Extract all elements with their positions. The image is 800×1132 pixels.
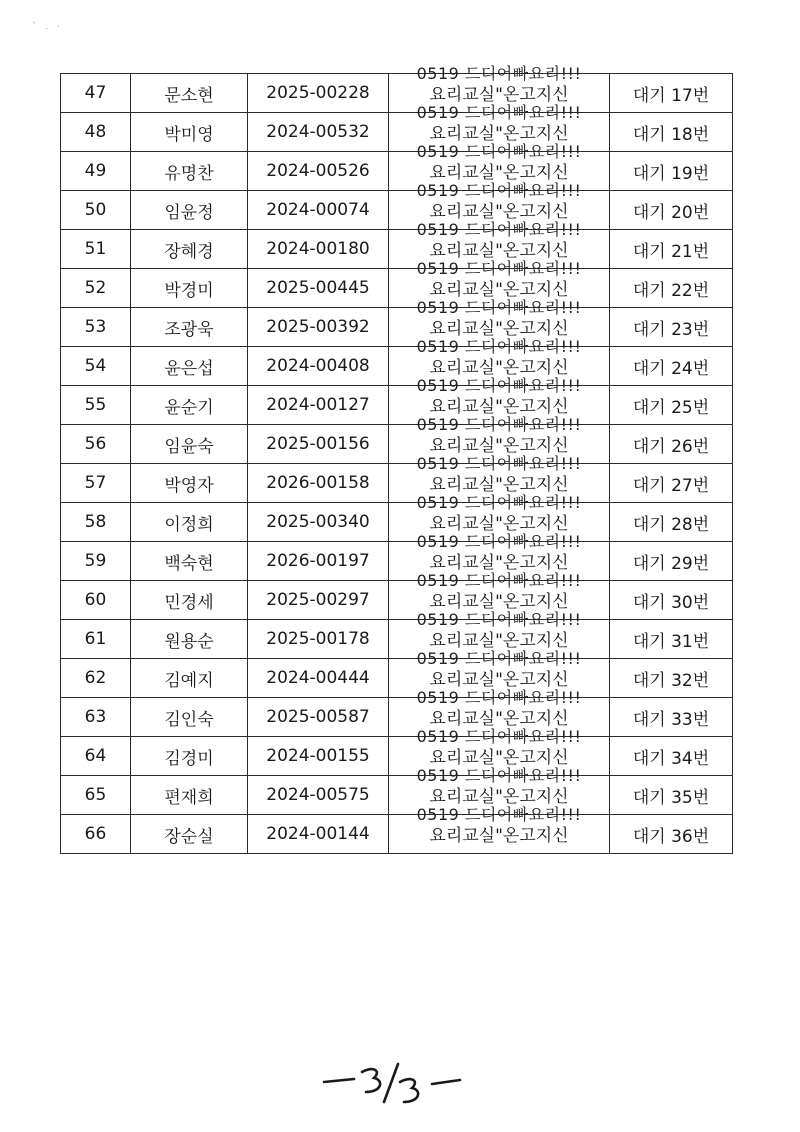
waitlist-status-cell: 대기 20번 [610,191,733,230]
course-code-line: 0519 드디어빠요리!!! [416,376,582,395]
waitlist-status-cell: 대기 26번 [610,425,733,464]
registration-id-cell: 2024-00526 [248,152,389,191]
applicant-name-cell: 윤은섭 [131,347,248,386]
waitlist-status-cell: 대기 31번 [610,620,733,659]
row-number-cell: 49 [61,152,131,191]
registration-id-cell: 2025-00178 [248,620,389,659]
course-code-line: 0519 드디어빠요리!!! [416,532,582,551]
course-title-line: 요리교실"온고지신 [429,826,569,846]
row-number-cell: 57 [61,464,131,503]
registration-id-cell: 2025-00156 [248,425,389,464]
course-title-line: 요리교실"온고지신 [429,475,569,495]
waitlist-status-cell: 대기 25번 [610,386,733,425]
course-title-line: 요리교실"온고지신 [429,124,569,144]
registration-id-cell: 2025-00297 [248,581,389,620]
applicant-name-cell: 백숙현 [131,542,248,581]
registration-id-cell: 2025-00228 [248,74,389,113]
waitlist-status-cell: 대기 23번 [610,308,733,347]
registration-id-cell: 2025-00445 [248,269,389,308]
course-code-line: 0519 드디어빠요리!!! [416,766,582,785]
applicant-name-cell: 윤순기 [131,386,248,425]
course-title-line: 요리교실"온고지신 [429,709,569,729]
waitlist-status-cell: 대기 30번 [610,581,733,620]
course-code-line: 0519 드디어빠요리!!! [416,103,582,122]
row-number-cell: 65 [61,776,131,815]
registration-id-cell: 2024-00155 [248,737,389,776]
registration-id-cell: 2024-00575 [248,776,389,815]
applicant-name-cell: 원용순 [131,620,248,659]
course-cell [389,805,610,854]
registration-id-cell: 2024-00532 [248,113,389,152]
registration-id-cell: 2024-00127 [248,386,389,425]
waitlist-status-cell: 대기 35번 [610,776,733,815]
row-number-cell: 51 [61,230,131,269]
course-title-line: 요리교실"온고지신 [429,319,569,339]
course-title-line: 요리교실"온고지신 [429,592,569,612]
course-text-wrap [389,805,609,853]
applicant-name-cell: 이정희 [131,503,248,542]
row-number-cell: 62 [61,659,131,698]
registration-id-cell: 2024-00408 [248,347,389,386]
row-number-cell: 56 [61,425,131,464]
waitlist-status-cell: 대기 28번 [610,503,733,542]
registration-id-cell: 2024-00074 [248,191,389,230]
row-number-cell: 63 [61,698,131,737]
course-title-line: 요리교실"온고지신 [429,553,569,573]
course-title-line: 요리교실"온고지신 [429,514,569,534]
waitlist-status-cell: 대기 29번 [610,542,733,581]
row-number-cell: 52 [61,269,131,308]
course-code-line: 0519 드디어빠요리!!! [416,142,582,161]
waitlist-status-cell: 대기 22번 [610,269,733,308]
applicant-name-cell: 문소현 [131,74,248,113]
course-title-line: 요리교실"온고지신 [429,202,569,222]
scan-speck: ` . · [32,22,63,32]
waitlist-status-cell: 대기 33번 [610,698,733,737]
handwritten-page-number [318,1058,468,1108]
course-code-line: 0519 드디어빠요리!!! [416,181,582,200]
waitlist-status-cell: 대기 32번 [610,659,733,698]
row-number-cell: 61 [61,620,131,659]
registration-id-cell: 2026-00158 [248,464,389,503]
applicant-name-cell: 임윤숙 [131,425,248,464]
course-code-line: 0519 드디어빠요리!!! [416,220,582,239]
course-title-line: 요리교실"온고지신 [429,748,569,768]
row-number-cell: 64 [61,737,131,776]
applicant-name-cell: 장혜경 [131,230,248,269]
waitlist-status-cell: 대기 19번 [610,152,733,191]
course-code-line: 0519 드디어빠요리!!! [416,298,582,317]
row-number-cell: 48 [61,113,131,152]
registration-id-cell: 2026-00197 [248,542,389,581]
course-title-line: 요리교실"온고지신 [429,670,569,690]
page-number-handwriting [318,1058,468,1108]
row-number-cell: 66 [61,815,131,854]
course-code-line: 0519 드디어빠요리!!! [416,259,582,278]
course-code-line: 0519 드디어빠요리!!! [416,805,582,824]
waitlist-status-cell: 대기 21번 [610,230,733,269]
applicant-name-cell: 유명찬 [131,152,248,191]
applicant-name-cell: 김인숙 [131,698,248,737]
applicant-name-cell: 민경세 [131,581,248,620]
course-code-line: 0519 드디어빠요리!!! [416,688,582,707]
table-row [61,815,733,854]
waitlist-status-cell: 대기 18번 [610,113,733,152]
course-title-line: 요리교실"온고지신 [429,436,569,456]
applicant-name-cell: 박영자 [131,464,248,503]
waitlist-table [60,64,733,854]
waitlist-status-cell: 대기 34번 [610,737,733,776]
row-number-cell: 54 [61,347,131,386]
row-number-cell: 50 [61,191,131,230]
registration-id-cell: 2024-00144 [248,815,389,854]
waitlist-status-cell: 대기 17번 [610,74,733,113]
applicant-name-cell: 김경미 [131,737,248,776]
course-title-line: 요리교실"온고지신 [429,358,569,378]
course-code-line: 0519 드디어빠요리!!! [416,415,582,434]
course-title-line: 요리교실"온고지신 [429,787,569,807]
registration-id-cell: 2024-00180 [248,230,389,269]
waitlist-table-body [61,64,733,854]
applicant-name-cell: 박미영 [131,113,248,152]
applicant-name-cell: 장순실 [131,815,248,854]
course-code-line: 0519 드디어빠요리!!! [416,493,582,512]
course-title-line: 요리교실"온고지신 [429,397,569,417]
course-code-line: 0519 드디어빠요리!!! [416,610,582,629]
applicant-name-cell: 김예지 [131,659,248,698]
course-title-line: 요리교실"온고지신 [429,85,569,105]
waitlist-status-cell: 대기 36번 [610,815,733,854]
applicant-name-cell: 조광욱 [131,308,248,347]
waitlist-status-cell: 대기 27번 [610,464,733,503]
course-title-line: 요리교실"온고지신 [429,241,569,261]
registration-id-cell: 2024-00444 [248,659,389,698]
course-title-line: 요리교실"온고지신 [429,631,569,651]
course-code-line: 0519 드디어빠요리!!! [416,337,582,356]
applicant-name-cell: 박경미 [131,269,248,308]
registration-id-cell: 2025-00392 [248,308,389,347]
row-number-cell: 58 [61,503,131,542]
applicant-name-cell: 임윤정 [131,191,248,230]
course-code-line: 0519 드디어빠요리!!! [416,649,582,668]
row-number-cell: 55 [61,386,131,425]
row-number-cell: 60 [61,581,131,620]
course-code-line: 0519 드디어빠요리!!! [416,571,582,590]
row-number-cell: 53 [61,308,131,347]
row-number-cell: 59 [61,542,131,581]
course-code-line: 0519 드디어빠요리!!! [416,64,582,83]
registration-id-cell: 2025-00587 [248,698,389,737]
course-title-line: 요리교실"온고지신 [429,280,569,300]
course-code-line: 0519 드디어빠요리!!! [416,727,582,746]
waitlist-status-cell: 대기 24번 [610,347,733,386]
course-code-line: 0519 드디어빠요리!!! [416,454,582,473]
course-title-line: 요리교실"온고지신 [429,163,569,183]
registration-id-cell: 2025-00340 [248,503,389,542]
applicant-name-cell: 편재희 [131,776,248,815]
row-number-cell: 47 [61,74,131,113]
